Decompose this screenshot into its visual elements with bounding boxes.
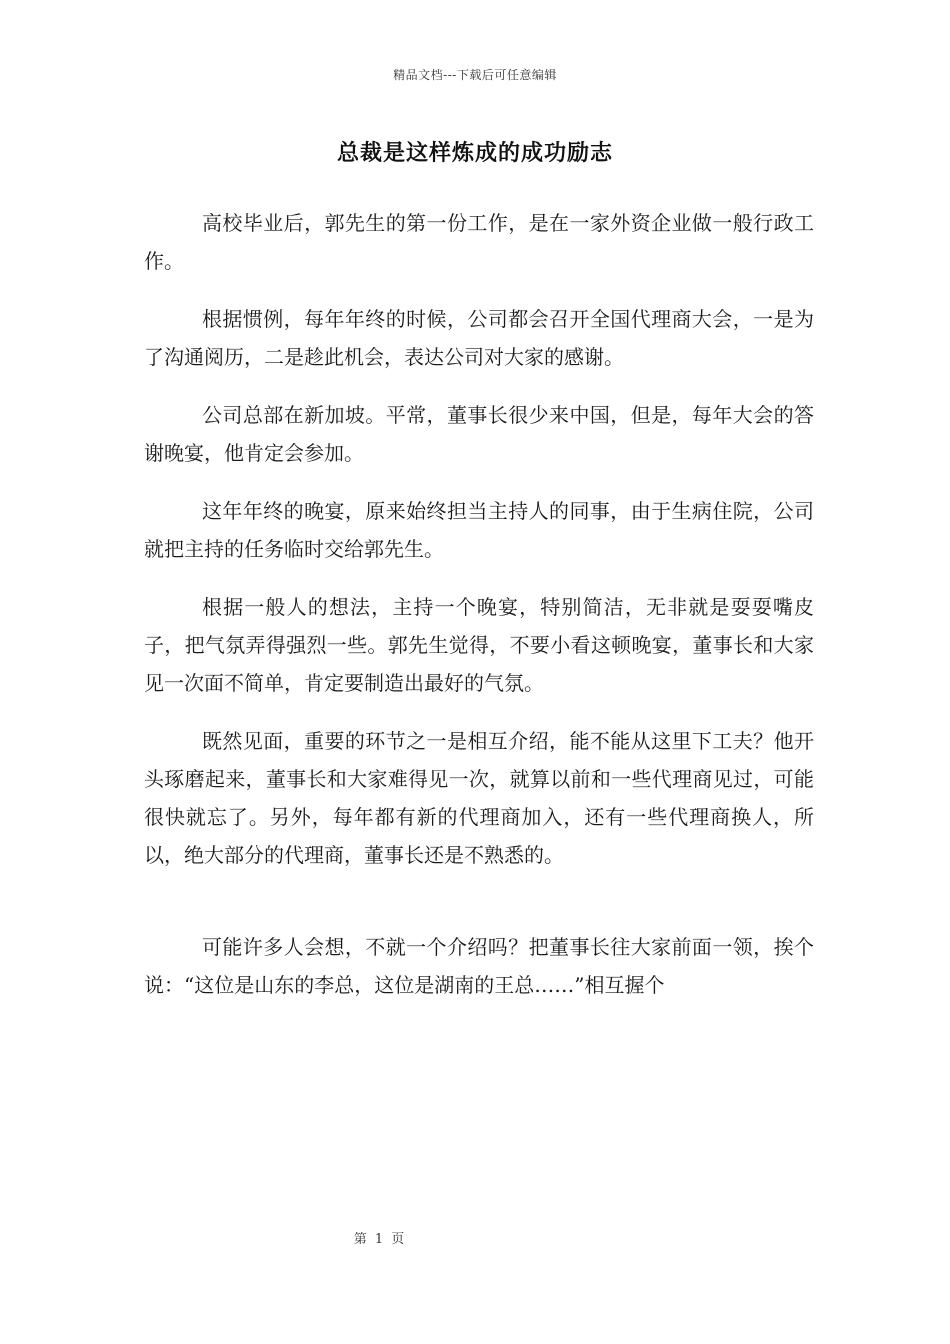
page-header: 精品文档---下载后可任意编辑 (393, 68, 557, 82)
paragraph: 这年年终的晚宴，原来始终担当主持人的同事，由于生病住院，公司就把主持的任务临时交给郭先生。 (144, 499, 814, 561)
paragraph: 可能许多人会想，不就一个介绍吗？把董事长往大家前面一领，挨个说：“这位是山东的李总，这位是湖南的王总……”相互握个 (144, 935, 814, 997)
paragraph: 高校毕业后，郭先生的第一份工作，是在一家外资企业做一般行政工作。 (144, 211, 814, 273)
paragraph: 既然见面，重要的环节之一是相互介绍，能不能从这里下工夫？他开头琢磨起来，董事长和大家难得见一次，就算以前和一些代理商见过，可能很快就忘了。另外，每年都有新的代理商加入，还有一些代理商换人，所以，绝大部分的代理商，董事长还是不熟悉的。 (144, 729, 814, 867)
paragraph: 根据一般人的想法，主持一个晚宴，特别简洁，无非就是耍耍嘴皮子，把气氛弄得强烈一些。郭先生觉得，不要小看这顿晚宴，董事长和大家见一次面不简单，肯定要制造出最好的气氛。 (144, 595, 814, 695)
document-body (144, 204, 814, 1024)
paragraph: 公司总部在新加坡。平常，董事长很少来中国，但是，每年大会的答谢晚宴，他肯定会参加。 (144, 403, 814, 465)
document-title: 总裁是这样炼成的成功励志 (336, 140, 613, 166)
page-number: 第 1 页 (353, 1232, 407, 1247)
paragraph: 根据惯例，每年年终的时候，公司都会召开全国代理商大会，一是为了沟通阅历，二是趁此机会，表达公司对大家的感谢。 (144, 307, 814, 369)
